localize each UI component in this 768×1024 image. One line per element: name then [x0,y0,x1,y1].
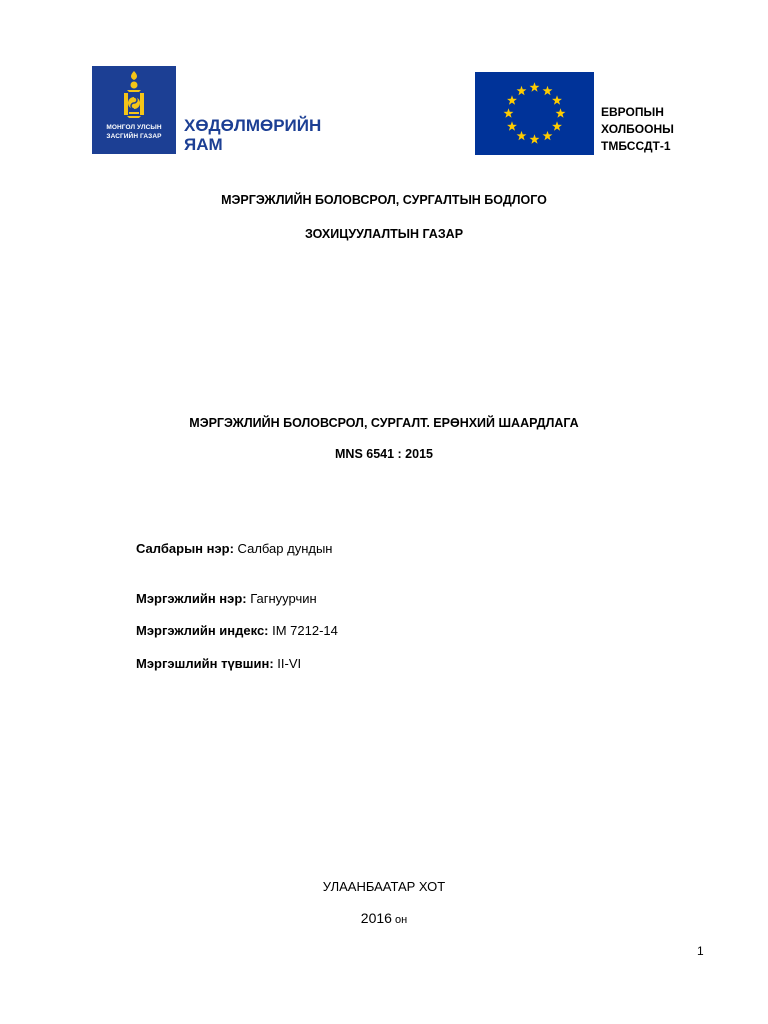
page-number: 1 [697,944,704,958]
org-name-line2: ЗОХИЦУУЛАЛТЫН ГАЗАР [304,227,464,241]
level-label: Мэргэшлийн түвшин: [136,656,274,671]
eu-label-line3: ТМБССДТ-1 [601,139,671,153]
ministry-name-line1: ХӨДӨЛМӨРИЙН [184,116,322,135]
level-value: II-VI [273,656,302,671]
eu-star [530,82,540,91]
eu-star [507,95,517,104]
year-suffix: он [391,914,408,926]
level-field [136,656,301,671]
eu-star [552,121,562,130]
eu-star [517,131,527,140]
eu-star [507,121,517,130]
year-line [0,910,768,926]
eu-label-line2: ХОЛБООНЫ [601,122,674,136]
branch-value: Салбар дундын [233,541,333,556]
eu-project-label [601,104,674,155]
soyombo-emblem-icon [121,70,147,122]
eu-star [530,134,540,143]
eu-star [504,108,514,117]
eu-star [552,95,562,104]
eu-stars [475,72,594,155]
index-value: IM 7212-14 [268,623,338,638]
branch-field [136,541,333,556]
profession-label: Мэргэжлийн нэр: [136,591,247,606]
year-value: 2016 [360,910,392,926]
gov-name-line2: ЗАСГИЙН ГАЗАР [106,133,162,140]
eu-star [543,131,553,140]
standard-code: MNS 6541 : 2015 [335,447,433,461]
city-name: УЛААНБААТАР ХОТ [322,879,446,894]
eu-label-line1: ЕВРОПЫН [601,105,664,119]
standard-title: МЭРГЭЖЛИЙН БОЛОВСРОЛ, СУРГАЛТ. ЕРӨНХИЙ ШААРДЛАГА [189,416,579,430]
eu-star [517,86,527,95]
org-name-line1: МЭРГЭЖЛИЙН БОЛОВСРОЛ, СУРГАЛТЫН БОДЛОГО [221,193,547,207]
profession-value: Гагнуурчин [246,591,317,606]
gov-name-line1: МОНГОЛ УЛСЫН [106,124,162,131]
profession-field [136,591,317,606]
branch-label: Салбарын нэр: [136,541,234,556]
government-emblem-box [92,66,176,154]
ministry-logo [92,66,322,154]
eu-star [543,86,553,95]
eu-star [556,108,566,117]
eu-flag-icon [475,72,594,155]
index-field [136,623,338,638]
ministry-name [184,116,321,154]
ministry-name-line2: ЯАМ [184,135,223,154]
index-label: Мэргэжлийн индекс: [136,623,269,638]
